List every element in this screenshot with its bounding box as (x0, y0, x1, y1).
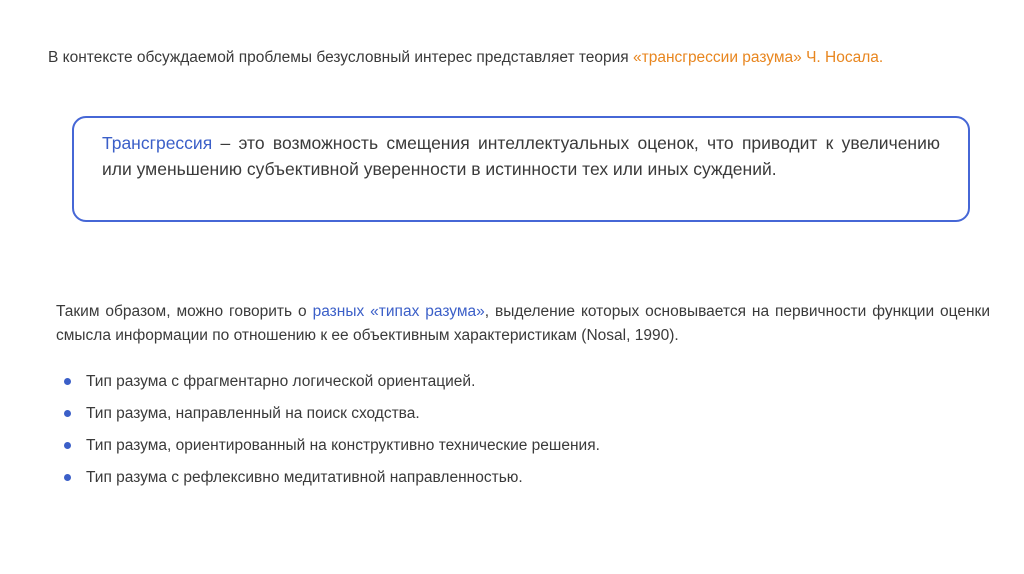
definition-box (72, 116, 970, 222)
summary-text-after: , выделение которых основывается на первичности функции оценки смысла информации по отношению к ее объективным характеристикам (Nosal, 1990). (56, 303, 990, 344)
summary-paragraph (56, 300, 990, 348)
definition-term: Трансгрессия (102, 133, 213, 153)
definition-text (102, 130, 940, 182)
bullet-dot-icon (64, 442, 71, 449)
intro-paragraph (48, 48, 988, 68)
types-list (62, 370, 962, 498)
bullet-dot-icon (64, 474, 71, 481)
list-item (62, 402, 962, 434)
intro-highlight: «трансгрессии разума» Ч. Носала. (633, 49, 884, 66)
definition-body: – это возможность смещения интеллектуальных оценок, что приводит к увеличению или уменьшению субъективной уверенности в истинности тех или иных суждений. (102, 133, 940, 179)
list-item (62, 466, 962, 498)
list-item (62, 434, 962, 466)
summary-highlight: разных «типах разума» (312, 303, 485, 320)
bullet-dot-icon (64, 410, 71, 417)
list-item-text: Тип разума с рефлексивно медитативной направленностью. (86, 469, 523, 486)
summary-text-before: Таким образом, можно говорить о (56, 303, 313, 320)
list-item-text: Тип разума, направленный на поиск сходства. (86, 405, 420, 422)
intro-text: В контексте обсуждаемой проблемы безусловный интерес представляет теория (48, 49, 634, 66)
list-item-text: Тип разума с фрагментарно логической ориентацией. (86, 373, 476, 390)
bullet-dot-icon (64, 378, 71, 385)
list-item (62, 370, 962, 402)
list-item-text: Тип разума, ориентированный на конструктивно технические решения. (86, 437, 600, 454)
